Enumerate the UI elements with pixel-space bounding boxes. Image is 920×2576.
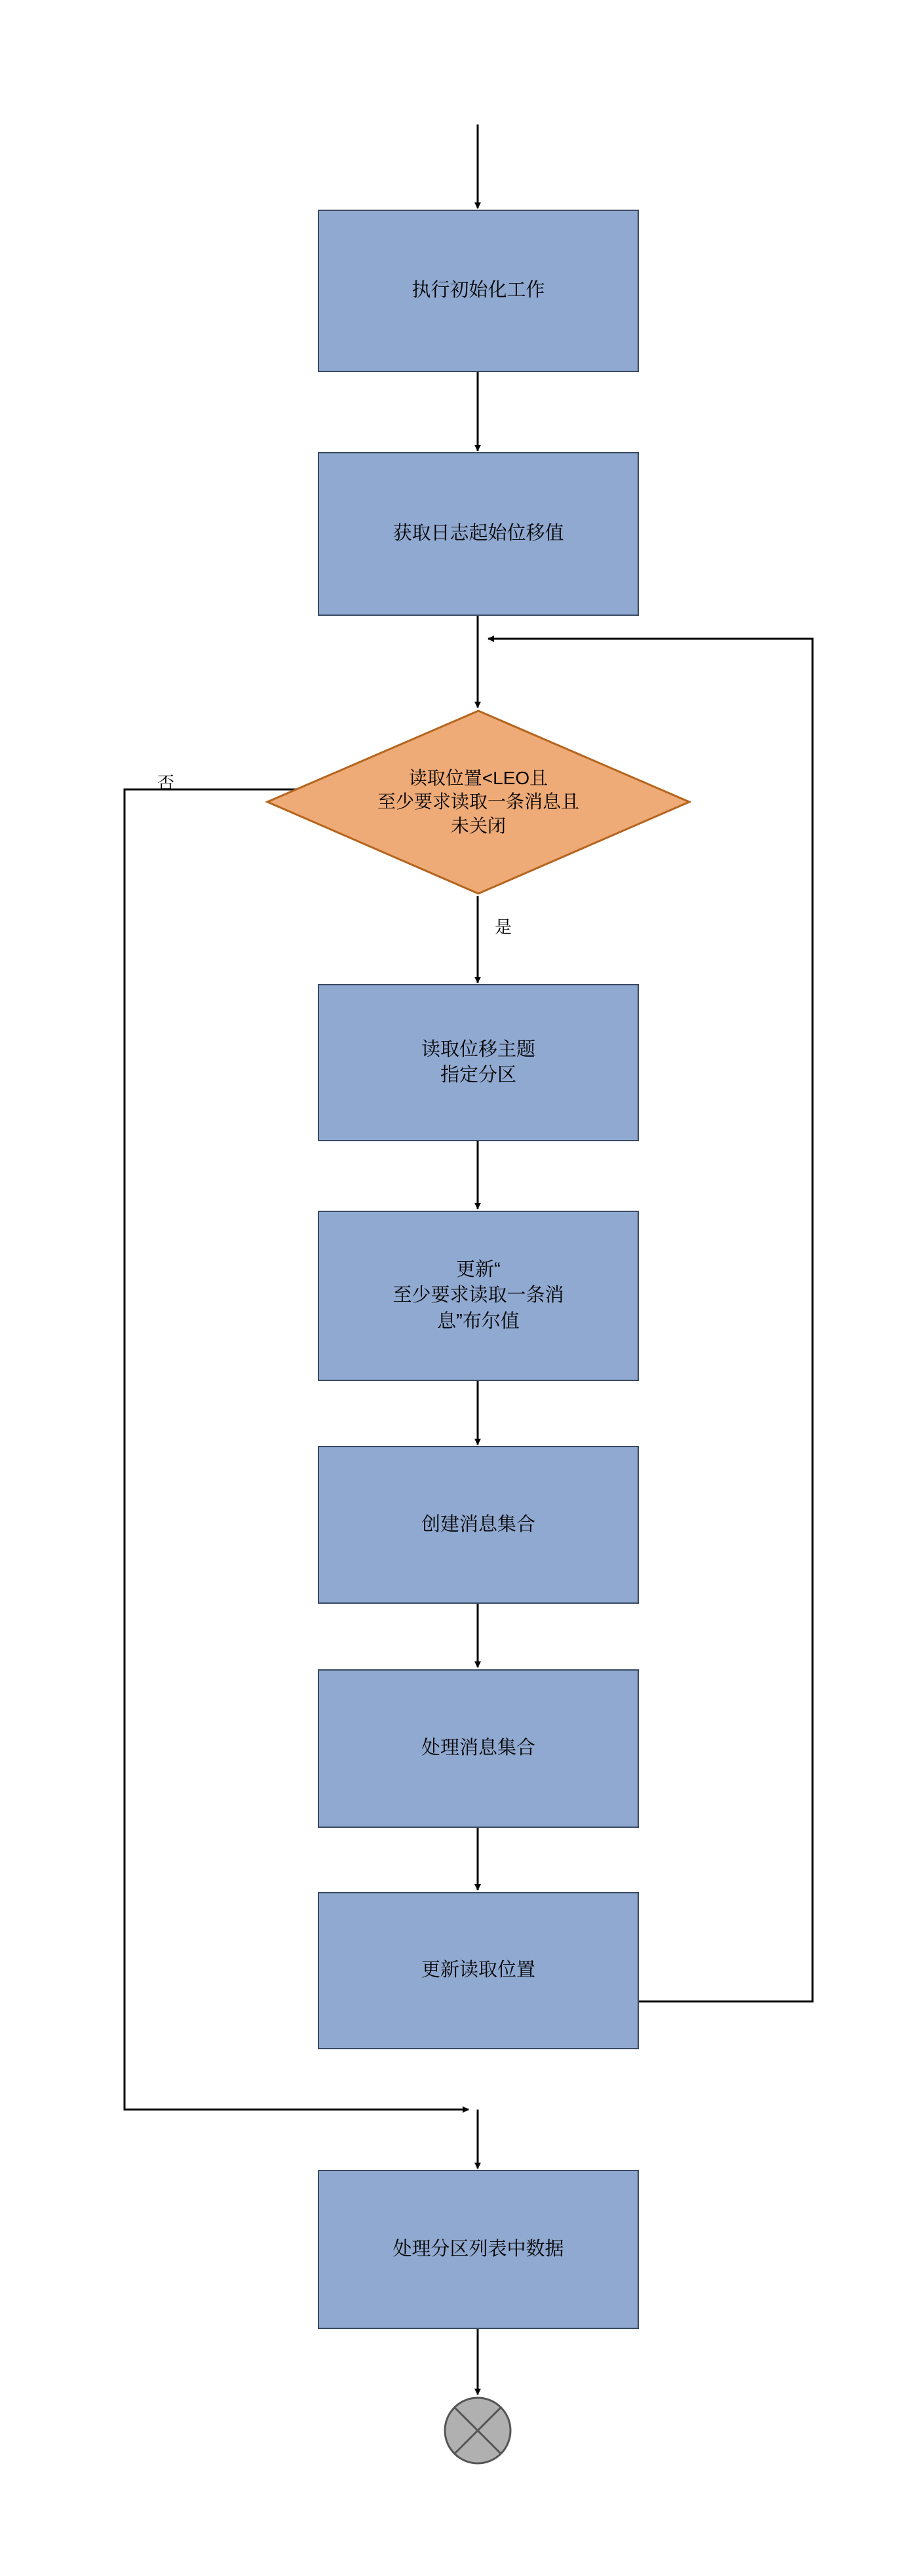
node-process-list-label: 处理分区列表中数据 [393, 2238, 564, 2260]
node-read-partition-label: 读取位移主题 指定分区 [421, 1038, 535, 1086]
node-update-bool[interactable] [318, 1211, 639, 1381]
edge-label-yes: 是 [495, 917, 512, 937]
node-condition[interactable] [265, 709, 691, 896]
node-get-offset-label: 获取日志起始位移值 [393, 523, 564, 544]
node-condition-text: 读取位置<LEO且 至少要求读取一条消息且 未关闭 [377, 767, 579, 836]
node-process-list[interactable] [318, 2170, 639, 2329]
node-create-set[interactable] [318, 1446, 639, 1604]
node-update-pos-label: 更新读取位置 [421, 1960, 535, 1981]
node-read-partition[interactable] [318, 984, 639, 1141]
node-get-offset[interactable] [318, 452, 639, 616]
node-update-bool-label: 更新“ 至少要求读取一条消 息”布尔值 [393, 1259, 564, 1332]
node-init-label: 执行初始化工作 [412, 280, 545, 301]
node-process-set-label: 处理消息集合 [421, 1737, 535, 1759]
edge-label-no: 否 [157, 773, 175, 793]
node-create-set-label: 创建消息集合 [421, 1513, 535, 1535]
node-init[interactable] [318, 210, 639, 372]
node-condition-label [313, 767, 645, 838]
node-process-set[interactable] [318, 1669, 639, 1828]
node-update-pos[interactable] [318, 1892, 639, 2049]
